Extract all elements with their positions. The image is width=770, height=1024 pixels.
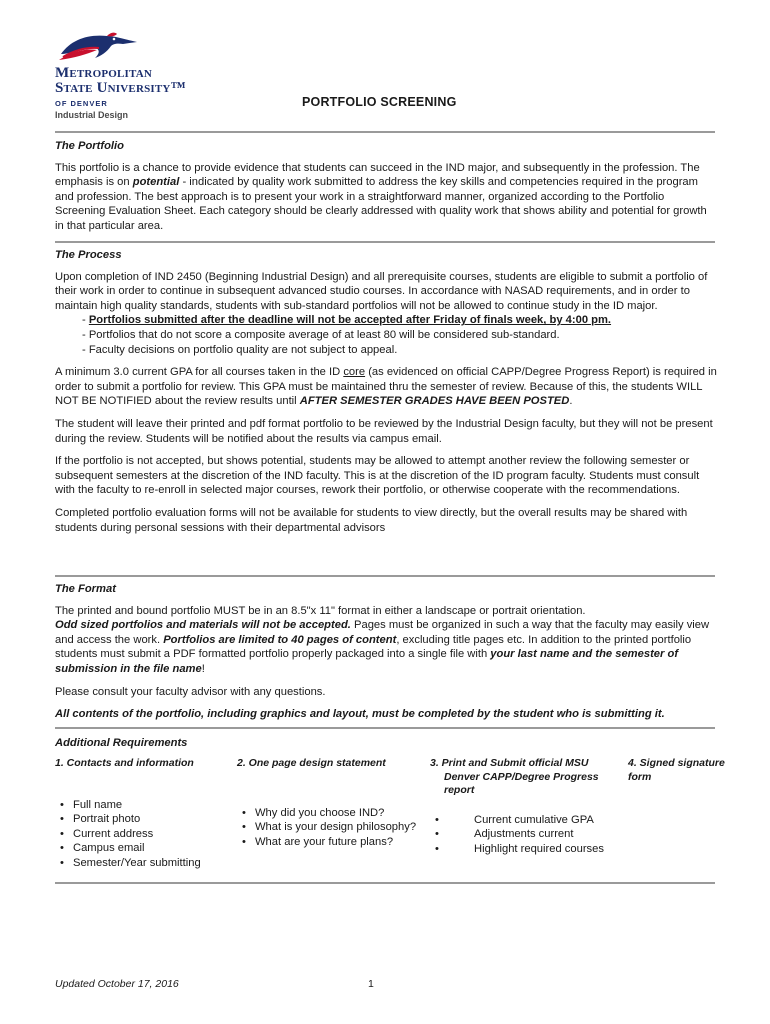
page-title: PORTFOLIO SCREENING xyxy=(302,95,457,109)
list-item: • Current cumulative GPA xyxy=(430,813,620,828)
logo-line-3: OF DENVER xyxy=(55,99,108,108)
divider xyxy=(55,131,715,133)
paragraph: The printed and bound portfolio MUST be in an 8.5"x 11" format in either a landscape or portrait orientation. xyxy=(55,604,586,617)
page-number: 1 xyxy=(368,978,374,990)
list-item: • Adjustments current xyxy=(430,827,620,842)
paragraph: A minimum 3.0 current GPA for all courses taken in the ID core (as evidenced on official CAPP/Degree Progress Report) is required in order to submit a portfolio for review. This GPA must be maintained thru the semester of review. Because of this, the students WILL NOT BE NOTIFIED about the review results until AFTER SEMESTER GRADES HAVE BEEN POSTED. xyxy=(55,366,717,408)
roadrunner-logo-icon xyxy=(57,30,139,64)
requirements-column-1 xyxy=(55,757,235,871)
list-item: • Full name xyxy=(55,798,235,813)
paragraph: Odd sized portfolios and materials will not be accepted. Pages must be organized in such a way that the faculty may easily view and access the work. Portfolios are limited to 40 pages of content, excluding title pages etc. In addition to the printed portfolio students must submit a PDF formatted portfolio properly packaged into a single file with your last name and the semester of submission in the file name! xyxy=(55,619,710,675)
requirements-column-3 xyxy=(430,757,620,857)
column-title: 4. Signed signature form xyxy=(628,757,725,783)
paragraph: The student will leave their printed and pdf format portfolio to be reviewed by the Industrial Design faculty, but they will not be present during the review. Students will be notified about the results via campus email. xyxy=(55,417,713,445)
list-item: • Why did you choose IND? xyxy=(237,806,417,821)
section-heading: Additional Requirements xyxy=(55,737,188,749)
paragraph: Upon completion of IND 2450 (Beginning Industrial Design) and all prerequisite courses, students are eligible to submit a portfolio of their work in order to continue in subsequent advanced studio courses. In accordance with NASAD requirements, and in order to maintain high quality standards, students with sub-standard portfolios will not be allowed to continue study in the ID major. xyxy=(55,270,708,312)
divider xyxy=(55,241,715,243)
section-additional xyxy=(55,736,717,751)
requirements-column-4 xyxy=(628,757,738,784)
list-item: • What are your future plans? xyxy=(237,835,417,850)
section-process xyxy=(55,248,717,535)
divider xyxy=(55,882,715,884)
paragraph: If the portfolio is not accepted, but shows potential, students may be allowed to attempt another review the following semester or subsequent semesters at the discretion of the IND faculty. This is at the discretion of the ID program faculty. Students must consult with the faculty to re-enroll in selected major courses, rework their portfolio, or otherwise cooperate with the recommendations. xyxy=(55,455,700,497)
university-logo xyxy=(55,30,215,125)
section-portfolio xyxy=(55,139,717,234)
section-heading: The Process xyxy=(55,249,122,261)
department-name: Industrial Design xyxy=(55,110,129,120)
section-heading: The Portfolio xyxy=(55,140,124,152)
list-item: • Semester/Year submitting xyxy=(55,856,235,871)
paragraph: This portfolio is a chance to provide evidence that students can succeed in the IND major, and subsequently in the profession. The emphasis is on potential - indicated by quality work submitted to address the key skills and competencies required in the program and profession. The best approach is to present your work in a straightforward manner, organized according to the Portfolio Screening Evaluation Sheet. Each category should be clearly addressed with quality work that shows ability and potential for growth in that particular area. xyxy=(55,161,707,232)
column-title: 2. One page design statement xyxy=(237,757,386,769)
logo-line-1: Metropolitan xyxy=(55,65,153,81)
paragraph: Please consult your faculty advisor with any questions. xyxy=(55,685,326,698)
section-format xyxy=(55,582,717,722)
column-title: 1. Contacts and information xyxy=(55,757,194,769)
requirements-column-2 xyxy=(237,757,417,849)
rule-item: - Portfolios that do not score a composite average of at least 80 will be considered sub-standard. xyxy=(82,328,560,341)
column-title: 3. Print and Submit official MSU Denver CAPP/Degree Progress report xyxy=(430,757,599,797)
logo-line-2: State University™ xyxy=(55,80,186,96)
paragraph: Completed portfolio evaluation forms will not be available for students to view directly, but the overall results may be shared with students during personal sessions with their departmental advisors xyxy=(55,506,688,534)
rule-item: - Portfolios submitted after the deadline will not be accepted after Friday of finals week, by 4:00 pm. xyxy=(82,314,612,327)
list-item: • Highlight required courses xyxy=(430,842,620,857)
list-item: • Campus email xyxy=(55,841,235,856)
list-item: • Portrait photo xyxy=(55,812,235,827)
list-item: • Current address xyxy=(55,827,235,842)
list-item: • What is your design philosophy? xyxy=(237,820,417,835)
updated-date: Updated October 17, 2016 xyxy=(55,978,179,990)
divider xyxy=(55,727,715,729)
divider xyxy=(55,575,715,577)
section-heading: The Format xyxy=(55,583,116,595)
paragraph: All contents of the portfolio, including graphics and layout, must be completed by the student who is submitting it. xyxy=(55,708,665,721)
rule-item: - Faculty decisions on portfolio quality are not subject to appeal. xyxy=(82,343,398,356)
